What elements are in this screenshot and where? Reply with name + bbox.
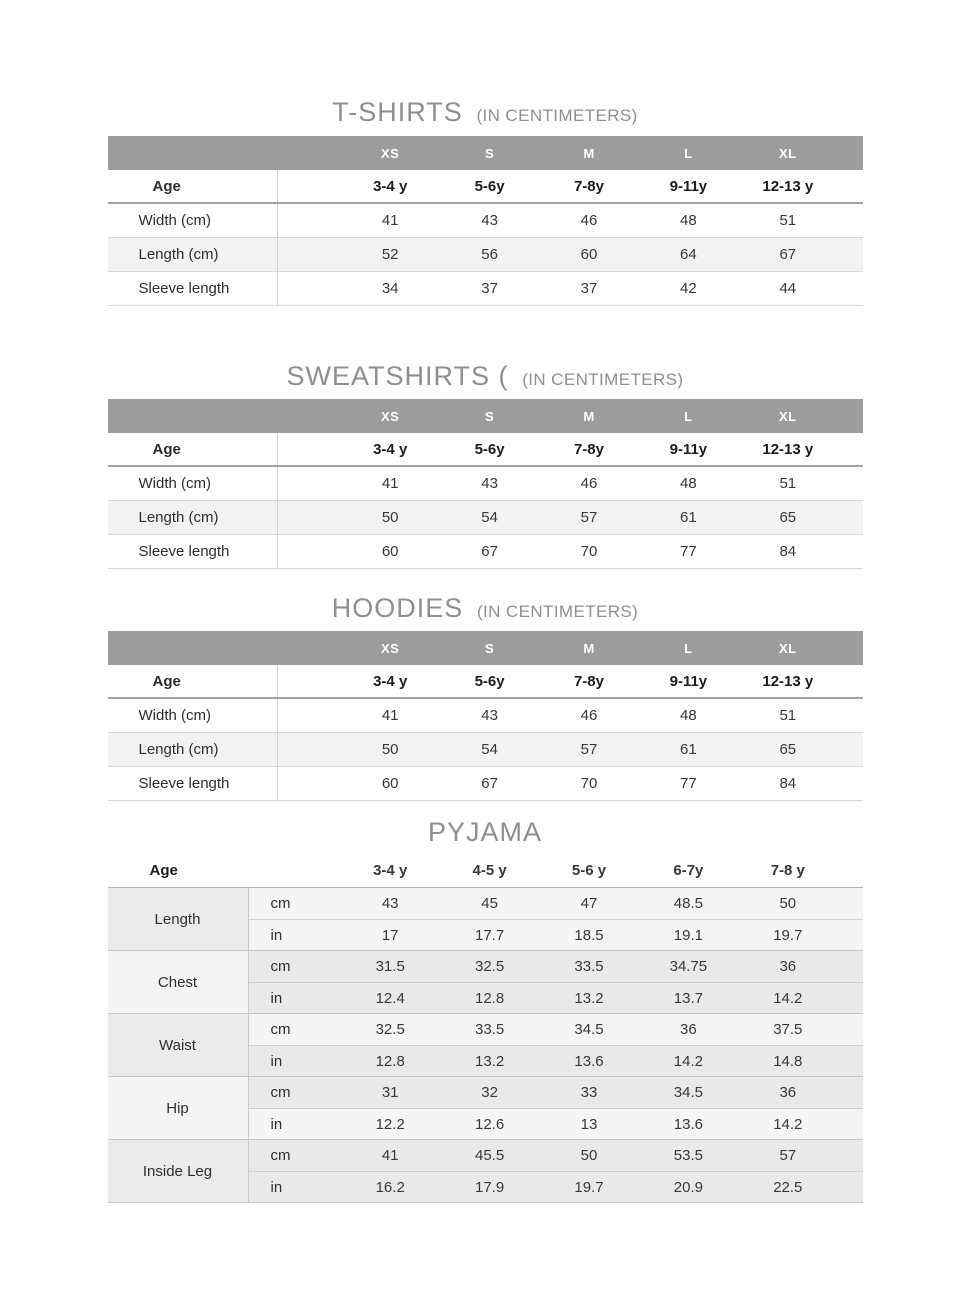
value-cell: 17.9: [440, 1171, 539, 1202]
value-cell: 53.5: [639, 1140, 738, 1171]
size-header-xs: XS: [381, 408, 400, 424]
age-cell: 3-4 y: [373, 672, 408, 690]
size-header-m: M: [583, 408, 595, 424]
size-header-xs: XS: [381, 640, 400, 656]
value-cell: 31: [341, 1077, 440, 1108]
pyjama-body: [108, 887, 863, 1203]
size-header-s: S: [485, 145, 495, 161]
width-row: [108, 699, 863, 733]
age-cell: 9-11y: [669, 672, 708, 690]
group-label: Chest: [108, 951, 249, 1013]
age-cell: 3-4 y: [373, 440, 408, 458]
pyjama-group-hip: [108, 1077, 863, 1140]
age-cell: 7-8y: [573, 440, 604, 458]
group-label: Inside Leg: [108, 1140, 249, 1202]
value-cell: 19.1: [639, 919, 738, 950]
value-cell: 60: [381, 775, 399, 792]
value-cell: 32: [440, 1077, 539, 1108]
value-cell: 50: [738, 888, 837, 919]
size-header-l: L: [684, 408, 693, 424]
title-unit-note: (IN CENTIMETERS): [522, 370, 684, 389]
value-cell: 18.5: [539, 919, 638, 950]
value-cell: 13.6: [639, 1108, 738, 1139]
sleeve-row: [108, 272, 863, 306]
value-cell: 33.5: [539, 951, 638, 982]
value-cell: 22.5: [738, 1171, 837, 1202]
value-cell: 48: [680, 707, 697, 724]
value-cell: 12.2: [341, 1108, 440, 1139]
title-text: PYJAMA: [427, 817, 543, 847]
size-header-s: S: [485, 408, 495, 424]
value-cell: 12.4: [341, 982, 440, 1013]
value-cell: 17: [341, 919, 440, 950]
group-label: Waist: [108, 1014, 249, 1076]
row-label: Sleeve length: [108, 272, 278, 305]
size-header-l: L: [684, 145, 693, 161]
value-cell: 50: [381, 509, 399, 526]
value-cell: 36: [738, 1077, 837, 1108]
pyjama-group-chest: [108, 951, 863, 1014]
value-cell: 43: [481, 707, 498, 724]
unit-cell-cm: cm: [249, 951, 341, 982]
value-cell: 54: [481, 509, 498, 526]
value-cell: 13: [539, 1108, 638, 1139]
title-unit-note: (IN CENTIMETERS): [476, 106, 638, 125]
value-cell: 44: [779, 280, 797, 297]
tshirts-table: [108, 136, 863, 306]
pyjama-age-row: [108, 853, 863, 887]
value-cell: 34.5: [539, 1014, 638, 1045]
value-cell: 37: [481, 280, 498, 297]
value-cell: 67: [779, 246, 797, 263]
value-cell: 34: [381, 280, 399, 297]
age-label: Age: [149, 861, 178, 879]
value-cell: 84: [779, 775, 797, 792]
pyjama-title: [108, 817, 863, 848]
value-cell: 41: [381, 212, 399, 229]
row-label: Sleeve length: [108, 535, 278, 568]
value-cell: 12.8: [440, 982, 539, 1013]
size-header-xl: XL: [778, 640, 797, 656]
age-cell: 5-6y: [474, 177, 505, 195]
age-cell: 12-13 y: [762, 177, 814, 195]
length-row: [108, 733, 863, 767]
value-cell: 57: [738, 1140, 837, 1171]
age-cell: 5-6y: [474, 672, 505, 690]
age-cell: 5-6y: [474, 440, 505, 458]
value-cell: 41: [341, 1140, 440, 1171]
value-cell: 46: [580, 707, 598, 724]
value-cell: 13.6: [539, 1045, 638, 1076]
row-label: Length (cm): [108, 501, 278, 534]
title-unit-note: (IN CENTIMETERS): [476, 602, 639, 621]
value-cell: 48.5: [639, 888, 738, 919]
age-cell: 5-6 y: [571, 861, 607, 879]
value-cell: 51: [779, 212, 797, 229]
size-header-row: [108, 631, 863, 665]
sweatshirts-table: [108, 399, 863, 569]
value-cell: 41: [381, 707, 399, 724]
age-label: Age: [108, 665, 278, 697]
value-cell: 13.7: [639, 982, 738, 1013]
value-cell: 51: [779, 707, 797, 724]
size-header-l: L: [684, 640, 693, 656]
size-header-xl: XL: [778, 145, 797, 161]
value-cell: 19.7: [539, 1171, 638, 1202]
value-cell: 45: [440, 888, 539, 919]
pyjama-group-length: [108, 888, 863, 951]
age-cell: 3-4 y: [373, 861, 408, 879]
value-cell: 50: [381, 741, 399, 758]
group-label: Hip: [108, 1077, 249, 1139]
sleeve-row: [108, 535, 863, 569]
value-cell: 37: [580, 280, 598, 297]
size-header-row: [108, 399, 863, 433]
value-cell: 36: [738, 951, 837, 982]
value-cell: 42: [680, 280, 697, 297]
value-cell: 57: [580, 509, 598, 526]
row-label: Length (cm): [108, 733, 278, 766]
sweatshirts-title: [108, 361, 863, 392]
title-text: SWEATSHIRTS (: [286, 361, 509, 391]
value-cell: 77: [680, 775, 697, 792]
value-cell: 65: [779, 741, 797, 758]
value-cell: 31.5: [341, 951, 440, 982]
value-cell: 43: [341, 888, 440, 919]
unit-cell-cm: cm: [249, 1077, 341, 1108]
value-cell: 46: [580, 475, 598, 492]
sleeve-row: [108, 767, 863, 801]
value-cell: 45.5: [440, 1140, 539, 1171]
age-cell: 6-7y: [673, 861, 704, 879]
age-row: [108, 665, 863, 699]
row-label: Sleeve length: [108, 767, 278, 800]
value-cell: 14.2: [738, 1108, 837, 1139]
value-cell: 64: [680, 246, 697, 263]
value-cell: 51: [779, 475, 797, 492]
value-cell: 36: [639, 1014, 738, 1045]
value-cell: 32.5: [440, 951, 539, 982]
value-cell: 37.5: [738, 1014, 837, 1045]
age-cell: 4-5 y: [472, 861, 507, 879]
value-cell: 33.5: [440, 1014, 539, 1045]
value-cell: 14.2: [639, 1045, 738, 1076]
length-row: [108, 501, 863, 535]
age-cell: 7-8y: [573, 177, 604, 195]
unit-cell-in: in: [249, 982, 341, 1013]
row-label: Width (cm): [108, 699, 278, 732]
unit-cell-in: in: [249, 1045, 341, 1076]
value-cell: 48: [680, 212, 697, 229]
value-cell: 12.6: [440, 1108, 539, 1139]
value-cell: 56: [481, 246, 498, 263]
value-cell: 43: [481, 212, 498, 229]
value-cell: 46: [580, 212, 598, 229]
pyjama-table: [108, 853, 863, 1203]
unit-cell-cm: cm: [249, 888, 341, 919]
value-cell: 33: [539, 1077, 638, 1108]
value-cell: 20.9: [639, 1171, 738, 1202]
value-cell: 16.2: [341, 1171, 440, 1202]
value-cell: 60: [381, 543, 399, 560]
age-cell: 12-13 y: [762, 440, 814, 458]
value-cell: 19.7: [738, 919, 837, 950]
value-cell: 48: [680, 475, 697, 492]
value-cell: 84: [779, 543, 797, 560]
unit-cell-cm: cm: [249, 1140, 341, 1171]
pyjama-group-waist: [108, 1014, 863, 1077]
value-cell: 61: [680, 741, 697, 758]
hoodies-table: [108, 631, 863, 801]
value-cell: 47: [539, 888, 638, 919]
value-cell: 67: [481, 775, 498, 792]
title-text: HOODIES: [331, 593, 464, 623]
tshirts-title: [108, 97, 863, 128]
unit-cell-in: in: [249, 1108, 341, 1139]
width-row: [108, 467, 863, 501]
age-cell: 7-8 y: [770, 861, 805, 879]
value-cell: 52: [381, 246, 399, 263]
age-cell: 3-4 y: [373, 177, 408, 195]
value-cell: 14.8: [738, 1045, 837, 1076]
value-cell: 13.2: [539, 982, 638, 1013]
unit-cell-in: in: [249, 919, 341, 950]
size-header-row: [108, 136, 863, 170]
row-label: Width (cm): [108, 467, 278, 500]
size-header-xs: XS: [381, 145, 400, 161]
value-cell: 60: [580, 246, 598, 263]
value-cell: 12.8: [341, 1045, 440, 1076]
age-row: [108, 170, 863, 204]
unit-cell-cm: cm: [249, 1014, 341, 1045]
value-cell: 43: [481, 475, 498, 492]
value-cell: 70: [580, 543, 598, 560]
age-label: Age: [108, 170, 278, 202]
age-row: [108, 433, 863, 467]
age-label: Age: [108, 433, 278, 465]
value-cell: 41: [381, 475, 399, 492]
value-cell: 70: [580, 775, 598, 792]
size-chart-sheet: [108, 0, 863, 1203]
unit-cell-in: in: [249, 1171, 341, 1202]
value-cell: 13.2: [440, 1045, 539, 1076]
size-header-xl: XL: [778, 408, 797, 424]
row-label: Width (cm): [108, 204, 278, 237]
age-cell: 7-8y: [573, 672, 604, 690]
size-header-m: M: [583, 145, 595, 161]
age-cell: 9-11y: [669, 177, 708, 195]
value-cell: 34.5: [639, 1077, 738, 1108]
size-header-s: S: [485, 640, 495, 656]
value-cell: 67: [481, 543, 498, 560]
value-cell: 50: [539, 1140, 638, 1171]
group-label: Length: [108, 888, 249, 950]
row-label: Length (cm): [108, 238, 278, 271]
value-cell: 77: [680, 543, 697, 560]
hoodies-title: [108, 593, 863, 624]
value-cell: 57: [580, 741, 598, 758]
value-cell: 32.5: [341, 1014, 440, 1045]
length-row: [108, 238, 863, 272]
pyjama-group-inside-leg: [108, 1140, 863, 1203]
width-row: [108, 204, 863, 238]
value-cell: 65: [779, 509, 797, 526]
value-cell: 14.2: [738, 982, 837, 1013]
title-text: T-SHIRTS: [332, 97, 463, 127]
value-cell: 54: [481, 741, 498, 758]
value-cell: 34.75: [639, 951, 738, 982]
value-cell: 17.7: [440, 919, 539, 950]
size-header-m: M: [583, 640, 595, 656]
value-cell: 61: [680, 509, 697, 526]
age-cell: 12-13 y: [762, 672, 814, 690]
age-cell: 9-11y: [669, 440, 708, 458]
